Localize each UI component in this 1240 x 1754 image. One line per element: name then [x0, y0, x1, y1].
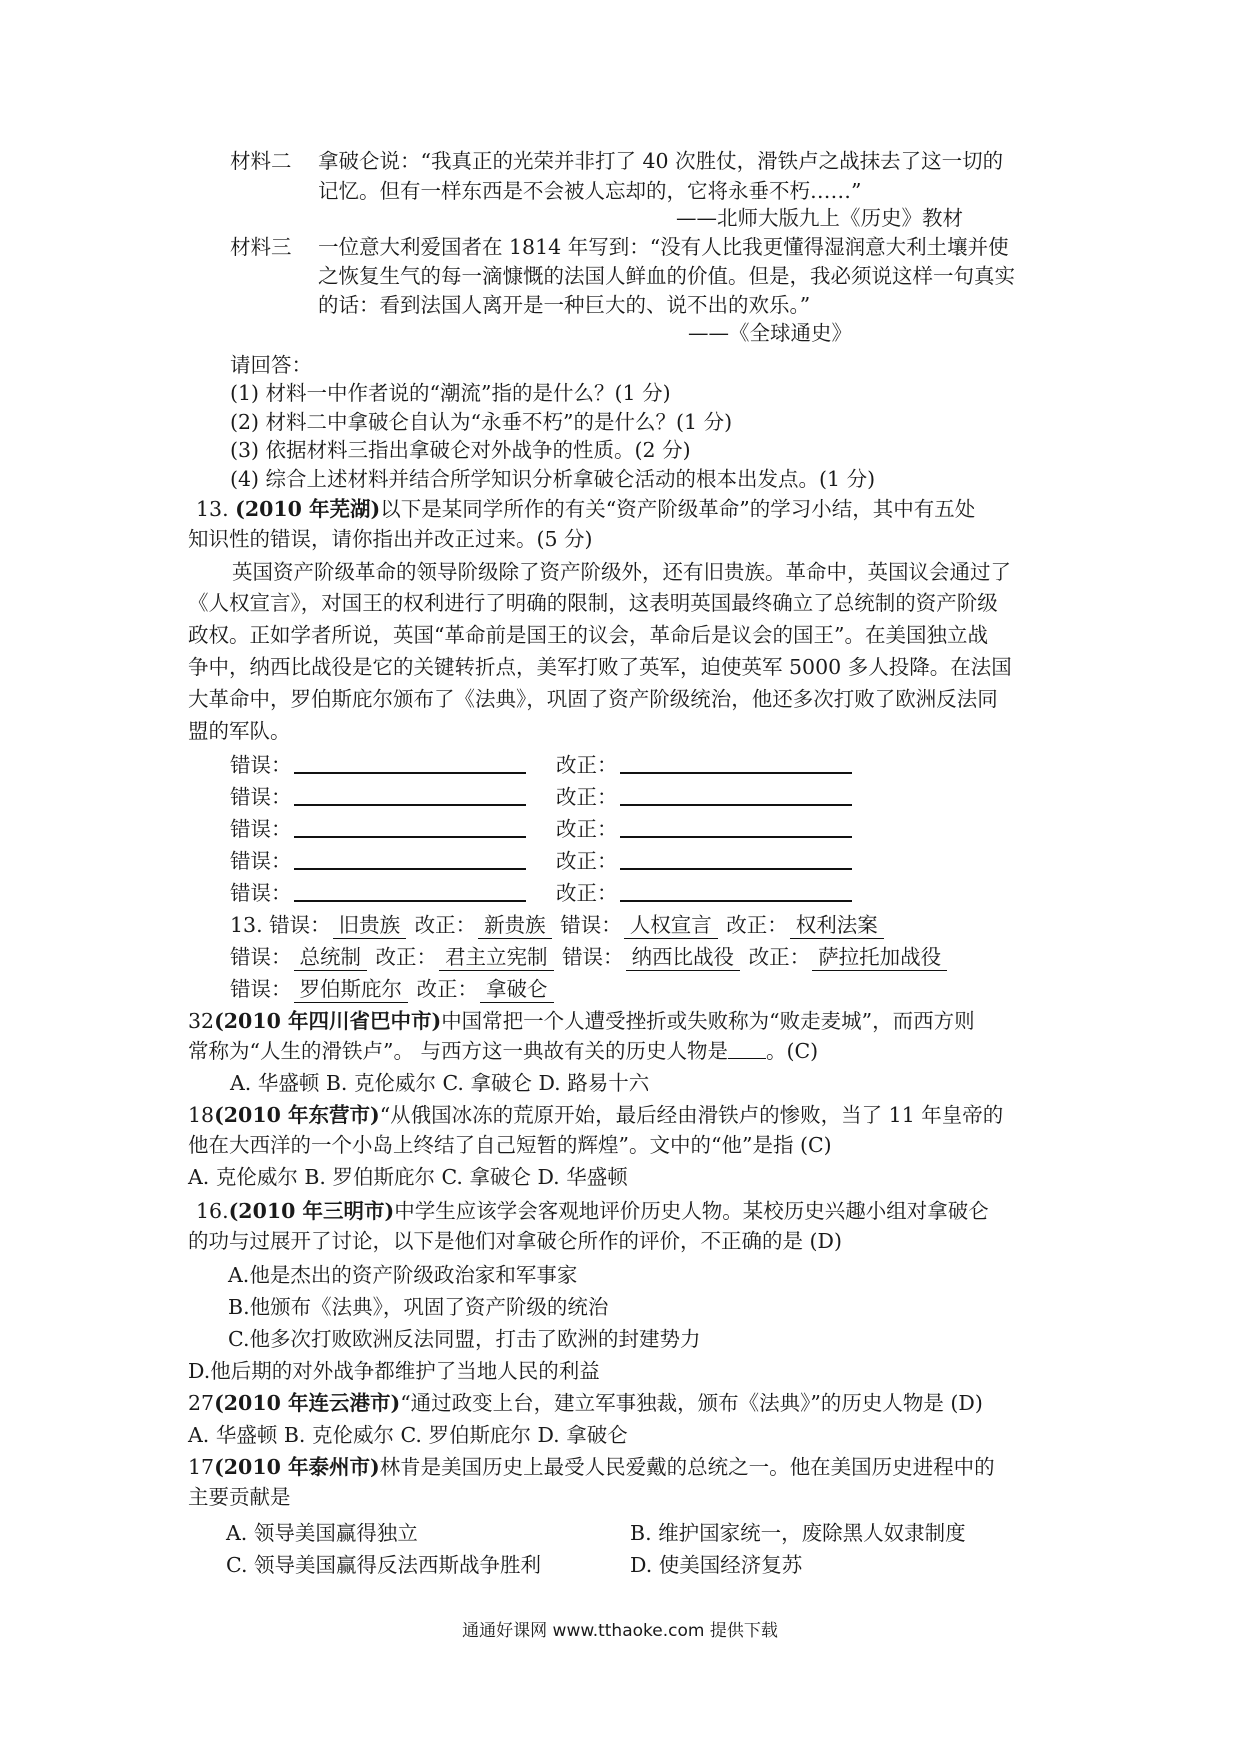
- fix-row: [556, 782, 852, 812]
- fix-label: 改正：: [375, 945, 438, 969]
- q16-option-d: D.他后期的对外战争都维护了当地人民的利益: [188, 1359, 600, 1383]
- fix-row: [556, 878, 852, 908]
- q16-option-a: A.他是杰出的资产阶级政治家和军事家: [228, 1263, 578, 1287]
- material3-source: ——《全球通史》: [688, 321, 852, 345]
- q32-options: A. 华盛顿 B. 克伦威尔 C. 拿破仑 D. 路易十六: [230, 1071, 650, 1095]
- answer-fix: 新贵族: [478, 913, 552, 939]
- q13-text2: 知识性的错误，请你指出并改正过来。(5 分): [188, 527, 593, 551]
- q17-tag: (2010 年泰州市): [214, 1455, 380, 1479]
- answer-error: 旧贵族: [333, 913, 407, 939]
- q17-option-a: A. 领导美国赢得独立: [226, 1521, 418, 1545]
- q27-tag: (2010 年连云港市): [214, 1391, 401, 1415]
- answer-prompt: 请回答：: [230, 353, 312, 377]
- q32-text2b: 。(C): [765, 1039, 819, 1063]
- error-blank[interactable]: [294, 814, 526, 838]
- error-row: [230, 814, 526, 844]
- q13-text1: 以下是某同学所作的有关“资产阶级革命”的学习小结，其中有五处: [380, 497, 976, 521]
- q13-paragraph-line1: 英国资产阶级革命的领导阶级除了资产阶级外，还有旧贵族。革命中，英国议会通过了: [232, 560, 1011, 584]
- error-label: 错误：: [230, 785, 292, 809]
- q32-answer-blank[interactable]: [728, 1040, 766, 1059]
- fix-label: 改正：: [726, 913, 788, 937]
- error-blank[interactable]: [294, 846, 526, 870]
- fix-label: 改正：: [556, 753, 618, 777]
- error-label: 错误：: [560, 913, 622, 937]
- q16-option-b: B.他颁布《法典》，巩固了资产阶级的统治: [228, 1295, 609, 1319]
- q17-text1: 林肯是美国历史上最受人民爱戴的总统之一。他在美国历史进程中的: [379, 1455, 995, 1479]
- fix-row: [556, 750, 852, 780]
- fix-row: [556, 846, 852, 876]
- q32-num: 32: [188, 1009, 215, 1033]
- error-label: 错误：: [230, 977, 292, 1001]
- q16-option-c: C.他多次打败欧洲反法同盟，打击了欧洲的封建势力: [228, 1327, 701, 1351]
- fix-blank[interactable]: [620, 814, 852, 838]
- error-blank[interactable]: [294, 750, 526, 774]
- error-label: 错误：: [230, 753, 292, 777]
- error-row: [230, 750, 526, 780]
- q32-tag: (2010 年四川省巴中市): [214, 1009, 442, 1033]
- error-label: 错误：: [230, 945, 292, 969]
- q32-heading: [188, 1006, 975, 1036]
- error-blank[interactable]: [294, 878, 526, 902]
- q13-paragraph-line3: 政权。正如学者所说，英国“革命前是国王的议会，革命后是议会的国王”。在美国独立战: [188, 623, 988, 647]
- error-row: [230, 846, 526, 876]
- q17-option-b: B. 维护国家统一，废除黑人奴隶制度: [630, 1521, 966, 1545]
- q13-answer-line3: [230, 974, 556, 1004]
- error-label: 错误：: [562, 945, 624, 969]
- fix-label: 改正：: [556, 817, 618, 841]
- material3-label: 材料三: [230, 235, 292, 259]
- q13-answer-num: 13.: [230, 913, 263, 937]
- material2-line1: 拿破仑说：“我真正的光荣并非打了 40 次胜仗，滑铁卢之战抹去了这一切的: [318, 149, 1004, 173]
- answer-error: 人权宣言: [624, 913, 718, 939]
- q13-paragraph-line2: 《人权宣言》，对国王的权利进行了明确的限制，这表明英国最终确立了总统制的资产阶级: [188, 591, 998, 615]
- error-label: 错误：: [230, 881, 292, 905]
- answer-fix: 拿破仑: [480, 977, 554, 1003]
- answer-error: 纳西比战役: [626, 945, 741, 971]
- q13-answer-line1: [230, 910, 886, 940]
- q27-text1: “通过政变上台，建立军事独裁，颁布《法典》”的历史人物是 (D): [400, 1391, 983, 1415]
- q17-heading: [188, 1452, 995, 1482]
- page-footer: 通通好课网 www.tthaoke.com 提供下载: [462, 1621, 778, 1641]
- answer-error: 罗伯斯庇尔: [294, 977, 409, 1003]
- fix-blank[interactable]: [620, 750, 852, 774]
- q16-text2: 的功与过展开了讨论，以下是他们对拿破仑所作的评价，不正确的是 (D): [188, 1229, 842, 1253]
- fix-label: 改正：: [556, 785, 618, 809]
- q13-answer-line2: [230, 942, 949, 972]
- q13-tag: (2010 年芜湖): [235, 497, 381, 521]
- question-2: (2) 材料二中拿破仑自认为“永垂不朽”的是什么？(1 分): [230, 410, 733, 434]
- error-label: 错误：: [230, 817, 292, 841]
- fix-label: 改正：: [556, 881, 618, 905]
- material3-line1: 一位意大利爱国者在 1814 年写到：“没有人比我更懂得湿润意大利土壤并使: [318, 235, 1009, 259]
- q16-num: 16.: [196, 1199, 229, 1223]
- q13-num: 13.: [196, 497, 229, 521]
- fix-blank[interactable]: [620, 878, 852, 902]
- error-label: 错误：: [269, 913, 331, 937]
- error-row: [230, 782, 526, 812]
- q18-heading: [188, 1100, 1003, 1130]
- material3-line2: 之恢复生气的每一滴慷慨的法国人鲜血的价值。但是，我必须说这样一句真实: [318, 264, 1015, 288]
- fix-label: 改正：: [416, 977, 479, 1001]
- q18-options: A. 克伦威尔 B. 罗伯斯庇尔 C. 拿破仑 D. 华盛顿: [188, 1165, 628, 1189]
- error-blank[interactable]: [294, 782, 526, 806]
- material2-source: ——北师大版九上《历史》教材: [676, 206, 963, 230]
- q17-num: 17: [188, 1455, 215, 1479]
- fix-label: 改正：: [414, 913, 477, 937]
- fix-row: [556, 814, 852, 844]
- q16-heading: [196, 1196, 989, 1226]
- q16-text1: 中学生应该学会客观地评价历史人物。某校历史兴趣小组对拿破仑: [394, 1199, 989, 1223]
- fix-blank[interactable]: [620, 846, 852, 870]
- q32-text1: 中国常把一个人遭受挫折或失败称为“败走麦城”，而西方则: [441, 1009, 975, 1033]
- question-4: (4) 综合上述材料并结合所学知识分析拿破仑活动的根本出发点。(1 分): [230, 467, 876, 491]
- q27-heading: [188, 1388, 983, 1418]
- error-label: 错误：: [230, 849, 292, 873]
- q32-text2a: 常称为“人生的滑铁卢”。 与西方这一典故有关的历史人物是: [188, 1039, 728, 1063]
- q17-option-d: D. 使美国经济复苏: [630, 1553, 803, 1577]
- q18-tag: (2010 年东营市): [214, 1103, 380, 1127]
- answer-fix: 君主立宪制: [439, 945, 554, 971]
- answer-fix: 权利法案: [790, 913, 884, 939]
- fix-blank[interactable]: [620, 782, 852, 806]
- q18-text1: “从俄国冰冻的荒原开始，最后经由滑铁卢的惨败，当了 11 年皇帝的: [379, 1103, 1004, 1127]
- q13-heading: [196, 494, 975, 524]
- fix-label: 改正：: [556, 849, 618, 873]
- error-row: [230, 878, 526, 908]
- q27-options: A. 华盛顿 B. 克伦威尔 C. 罗伯斯庇尔 D. 拿破仑: [188, 1423, 628, 1447]
- question-1: (1) 材料一中作者说的“潮流”指的是什么？(1 分): [230, 381, 671, 405]
- q13-paragraph-line4: 争中，纳西比战役是它的关键转折点，美军打败了英军，迫使英军 5000 多人投降。在法国: [188, 655, 1012, 679]
- q17-option-c: C. 领导美国赢得反法西斯战争胜利: [226, 1553, 541, 1577]
- q16-tag: (2010 年三明市): [228, 1199, 395, 1223]
- question-3: (3) 依据材料三指出拿破仑对外战争的性质。(2 分): [230, 438, 691, 462]
- material3-line3: 的话：看到法国人离开是一种巨大的、说不出的欢乐。”: [318, 293, 811, 317]
- material2-label: 材料二: [230, 149, 292, 173]
- q13-paragraph-line6: 盟的军队。: [188, 719, 291, 743]
- fix-label: 改正：: [748, 945, 811, 969]
- answer-error: 总统制: [294, 945, 368, 971]
- q18-num: 18: [188, 1103, 215, 1127]
- q17-text2: 主要贡献是: [188, 1485, 291, 1509]
- q13-paragraph-line5: 大革命中，罗伯斯庇尔颁布了《法典》，巩固了资产阶级统治，他还多次打败了欧洲反法同: [188, 687, 998, 711]
- q27-num: 27: [188, 1391, 215, 1415]
- material2-line2: 记忆。但有一样东西是不会被人忘却的，它将永垂不朽……”: [318, 179, 862, 203]
- q32-text2: [188, 1036, 818, 1066]
- q18-text2: 他在大西洋的一个小岛上终结了自己短暂的辉煌”。文中的“他”是指 (C): [188, 1133, 832, 1157]
- answer-fix: 萨拉托加战役: [812, 945, 947, 971]
